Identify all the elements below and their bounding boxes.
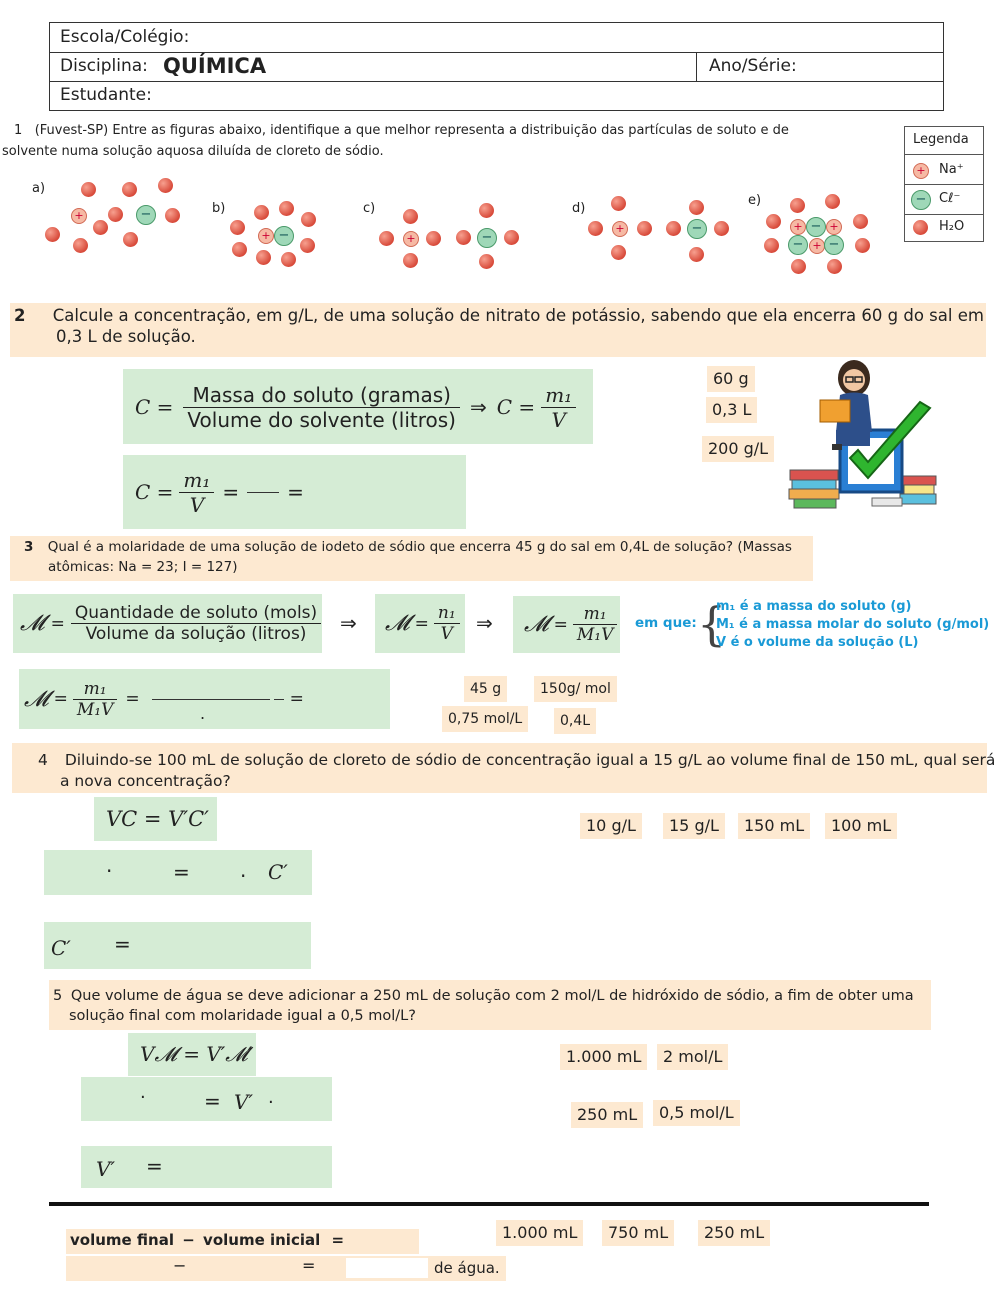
section-divider — [49, 1202, 929, 1206]
water-molecule — [122, 182, 137, 197]
q4-fill-dot2: . — [240, 858, 247, 882]
q3-fill-blank[interactable] — [152, 699, 270, 700]
q2-v: V — [551, 407, 566, 432]
q4-formula: VC = V′C′ — [106, 807, 209, 831]
legend-h2o: H₂O — [939, 219, 965, 234]
water-molecule — [764, 238, 779, 253]
q1-text — [2, 120, 894, 162]
q2-fill-eq: = — [222, 480, 240, 504]
q2-chip-03L[interactable]: 0,3 L — [706, 397, 757, 423]
q2-number: 2 — [14, 306, 26, 325]
legend-divider — [905, 154, 983, 155]
q3-arrow1: ⇒ — [340, 611, 357, 635]
final-chip-750mL[interactable]: 750 mL — [602, 1220, 674, 1246]
chloride-ion: − — [806, 217, 826, 237]
q4-chip-150mL[interactable]: 150 mL — [738, 813, 810, 839]
final-blank[interactable] — [346, 1258, 428, 1278]
sodium-ion: + — [790, 219, 806, 235]
q2-fill-blank[interactable] — [247, 492, 279, 493]
water-molecule — [588, 221, 603, 236]
sodium-ion: + — [826, 219, 842, 235]
q5-fill-eq2: = — [146, 1154, 163, 1178]
discipline-value: QUÍMICA — [163, 54, 267, 78]
legend-na: Na⁺ — [939, 162, 964, 177]
water-molecule — [165, 208, 180, 223]
q3-eq: = — [50, 613, 65, 634]
q3-text — [24, 537, 792, 577]
legend-title: Legenda — [913, 132, 969, 147]
q3-number: 3 — [24, 539, 34, 555]
water-molecule — [456, 230, 471, 245]
q4-text — [38, 750, 995, 792]
q2-numerator: Massa do soluto (gramas) — [183, 383, 460, 408]
water-molecule — [403, 209, 418, 224]
q2-chip-60g[interactable]: 60 g — [707, 366, 755, 392]
water-molecule — [379, 231, 394, 246]
legend-water-icon — [913, 220, 928, 235]
water-molecule — [426, 231, 441, 246]
q2-fraction — [183, 383, 460, 432]
q3-fill-eq3: = — [289, 689, 304, 709]
sodium-ion: + — [71, 208, 87, 224]
q5-chip-1000mL[interactable]: 1.000 mL — [560, 1044, 647, 1070]
water-molecule — [689, 200, 704, 215]
legend-box — [904, 126, 984, 242]
q3-formula3 — [524, 597, 617, 652]
q5-line2: solução final com molaridade igual a 0,5 mol/L? — [69, 1008, 416, 1024]
water-molecule — [232, 242, 247, 257]
q4-fill-eq: = — [173, 860, 190, 884]
chloride-ion: − — [788, 235, 808, 255]
water-molecule — [300, 238, 315, 253]
q2-fill-fraction — [179, 468, 214, 517]
q3-chip-075molL[interactable]: 0,75 mol/L — [442, 706, 528, 732]
q5-text — [53, 986, 914, 1026]
q5-line1: Que volume de água se deve adicionar a 250 mL de solução com 2 mol/L de hidróxido de sódio, a fim de obter uma — [70, 988, 914, 1004]
q2-c-label: C = — [135, 395, 174, 419]
student-row — [50, 81, 943, 110]
water-molecule — [108, 207, 123, 222]
q3-line2: atômicas: Na = 23; I = 127) — [48, 559, 238, 575]
q3-brace: { — [697, 597, 727, 651]
chloride-ion: − — [274, 226, 294, 246]
q3-fraction3 — [573, 604, 618, 645]
q3-legend-line3: V é o volume da solução (L) — [716, 635, 919, 650]
water-molecule — [279, 201, 294, 216]
sodium-ion: + — [809, 238, 825, 254]
q5-number: 5 — [53, 988, 63, 1004]
final-minus2: − — [173, 1256, 187, 1275]
q5-fill-eq: = — [204, 1089, 221, 1113]
q3-fill-eq: = — [53, 689, 68, 709]
final-volume-final: volume final — [70, 1231, 174, 1249]
q3-formula1 — [20, 596, 321, 651]
header-table — [49, 22, 944, 111]
q3-arrow2: ⇒ — [476, 611, 493, 635]
water-molecule — [689, 247, 704, 262]
q2-c-label2: C = — [496, 395, 536, 419]
fig-label-e: e) — [748, 193, 762, 208]
q2-fill-eq2: = — [287, 480, 304, 504]
q2-fraction-short — [541, 383, 576, 432]
q3-eq2: = — [414, 613, 429, 634]
school-row — [50, 23, 943, 53]
fig-label-c: c) — [363, 201, 376, 216]
q1-number: 1 — [14, 123, 23, 138]
q3-legend — [716, 598, 989, 652]
q5-fill-v2: V′ — [96, 1157, 115, 1181]
q3-legend-line1: m₁ é a massa do soluto (g) — [716, 599, 912, 614]
q3-legend-line2: M₁ é a massa molar do soluto (g/mol) — [716, 617, 990, 632]
q5-fill-dot: · — [140, 1087, 146, 1108]
legend-sodium-icon: + — [913, 163, 929, 179]
q4-chip-15gL[interactable]: 15 g/L — [663, 813, 725, 839]
teacher-illustration — [780, 350, 940, 515]
discipline-label: Disciplina: — [60, 56, 148, 76]
q3-denominator: Volume da solução (litros) — [85, 624, 307, 644]
q4-fill-c2: C′ — [51, 936, 71, 960]
year-divider — [696, 52, 697, 81]
fig-label-d: d) — [572, 201, 586, 216]
q3-fill-blank2[interactable] — [274, 699, 284, 700]
q3-fill-m1: m₁ — [73, 679, 118, 700]
q3-numerator: Quantidade de soluto (mols) — [71, 603, 321, 624]
teacher-reading-icon — [820, 360, 872, 450]
water-molecule — [45, 227, 60, 242]
q4-fill-eq2: = — [114, 932, 131, 956]
q3-fill-molar: 𝓜 — [24, 686, 49, 712]
water-molecule — [504, 230, 519, 245]
water-molecule — [791, 259, 806, 274]
q3-m1: m₁ — [573, 604, 618, 625]
water-molecule — [93, 220, 108, 235]
chloride-ion: − — [477, 228, 497, 248]
q5-formula: V𝓜 = V′𝓜′ — [140, 1042, 253, 1066]
sodium-ion: + — [258, 228, 274, 244]
water-molecule — [479, 203, 494, 218]
q2-m1: m₁ — [541, 383, 576, 408]
q4-fill-c: C′ — [268, 860, 288, 884]
water-molecule — [158, 178, 173, 193]
final-chip-250mL[interactable]: 250 mL — [698, 1220, 770, 1246]
q2-fill-m1: m₁ — [179, 468, 214, 493]
q5-chip-05molL[interactable]: 0,5 mol/L — [653, 1100, 740, 1126]
q3-chip-45g[interactable]: 45 g — [464, 676, 507, 702]
q2-fill-v: V — [189, 492, 205, 517]
q3-chip-150gmol[interactable]: 150g/ mol — [534, 676, 617, 702]
student-label: Estudante: — [60, 85, 152, 105]
q4-line2: a nova concentração? — [60, 772, 231, 790]
q3-em-que: em que: — [635, 615, 697, 631]
water-molecule — [81, 182, 96, 197]
q3-fill-dot: . — [200, 704, 206, 723]
q2-line2: 0,3 L de solução. — [56, 327, 196, 346]
water-molecule — [230, 220, 245, 235]
water-molecule — [73, 238, 88, 253]
q3-fraction — [71, 603, 321, 644]
q5-fill-box2[interactable] — [81, 1146, 332, 1188]
q5-chip-2molL[interactable]: 2 mol/L — [657, 1044, 728, 1070]
q3-chip-04L[interactable]: 0,4L — [554, 708, 596, 734]
q3-molar-symbol3: 𝓜 — [524, 612, 549, 637]
q4-chip-100mL[interactable]: 100 mL — [825, 813, 897, 839]
chloride-ion: − — [824, 235, 844, 255]
q2-fill-c: C = — [135, 480, 174, 504]
q4-chip-10gL[interactable]: 10 g/L — [580, 813, 642, 839]
legend-divider — [905, 184, 983, 185]
q1-line1: (Fuvest-SP) Entre as figuras abaixo, identifique a que melhor representa a distribuição das partículas de soluto e de — [34, 123, 789, 138]
final-minus: − — [182, 1231, 195, 1249]
q3-m1v: M₁V — [576, 625, 614, 645]
q3-fill-eq2: = — [125, 689, 140, 709]
q3-eq3: = — [553, 614, 568, 635]
q2-denominator: Volume do solvente (litros) — [187, 407, 456, 432]
q4-line1: Diluindo-se 100 mL de solução de cloreto de sódio de concentração igual a 15 g/L ao volume final de 150 mL, qual será — [64, 751, 996, 769]
q5-fill-dot2: . — [268, 1087, 274, 1108]
water-molecule — [479, 254, 494, 269]
q2-fill — [135, 462, 304, 522]
water-molecule — [714, 221, 729, 236]
q4-fill-box2[interactable] — [44, 922, 311, 969]
q1-line2: solvente numa solução aquosa diluída de cloreto de sódio. — [2, 144, 384, 159]
q2-formula — [135, 372, 576, 442]
final-formula — [70, 1231, 344, 1249]
legend-cl: Cℓ⁻ — [939, 191, 961, 206]
q3-v: V — [440, 624, 453, 644]
school-label: Escola/Colégio: — [60, 27, 190, 47]
q5-fill-v: V′ — [234, 1090, 253, 1114]
water-molecule — [790, 198, 805, 213]
q3-fill-fraction — [73, 679, 118, 720]
sodium-ion: + — [612, 221, 628, 237]
q3-n1: n₁ — [434, 603, 460, 624]
water-molecule — [256, 250, 271, 265]
final-de-agua: de água. — [434, 1259, 500, 1277]
q3-fill-m1v: M₁V — [76, 699, 114, 720]
q3-formula2 — [385, 596, 460, 651]
water-molecule — [827, 259, 842, 274]
q3-molar-symbol: 𝓜 — [20, 611, 45, 636]
water-molecule — [666, 221, 681, 236]
water-molecule — [853, 214, 868, 229]
q3-fill — [24, 671, 304, 727]
water-molecule — [123, 232, 138, 247]
q3-fraction2 — [434, 603, 460, 644]
water-molecule — [611, 245, 626, 260]
q4-number: 4 — [38, 751, 48, 769]
q2-arrow: ⇒ — [470, 395, 487, 419]
water-molecule — [611, 196, 626, 211]
q2-line1: Calcule a concentração, em g/L, de uma solução de nitrato de potássio, sabendo que ela encerra 60 g do sal em — [52, 306, 984, 325]
sodium-ion: + — [403, 231, 419, 247]
final-eq2: = — [302, 1256, 316, 1275]
final-volume-inicial: volume inicial — [203, 1231, 321, 1249]
final-chip-1000mL[interactable]: 1.000 mL — [496, 1220, 583, 1246]
chloride-ion: − — [136, 205, 156, 225]
q2-chip-200gL[interactable]: 200 g/L — [702, 436, 774, 462]
water-molecule — [281, 252, 296, 267]
q5-chip-250mL[interactable]: 250 mL — [571, 1102, 643, 1128]
year-label: Ano/Série: — [709, 56, 797, 76]
chloride-ion: − — [687, 219, 707, 239]
fig-label-a: a) — [32, 181, 46, 196]
legend-divider — [905, 214, 983, 215]
legend-chloride-icon: − — [911, 190, 931, 210]
q3-molar-symbol2: 𝓜 — [385, 611, 410, 636]
water-molecule — [855, 238, 870, 253]
final-eq: = — [331, 1231, 345, 1249]
water-molecule — [825, 194, 840, 209]
water-molecule — [766, 214, 781, 229]
discipline-row — [50, 52, 943, 82]
water-molecule — [637, 221, 652, 236]
fig-label-b: b) — [212, 201, 226, 216]
water-molecule — [254, 205, 269, 220]
q3-line1: Qual é a molaridade de uma solução de iodeto de sódio que encerra 45 g do sal em 0,4L de solução? (Massas — [47, 539, 792, 555]
water-molecule — [301, 212, 316, 227]
q2-text — [14, 305, 984, 347]
q4-fill-dot1: · — [106, 859, 113, 883]
water-molecule — [403, 253, 418, 268]
